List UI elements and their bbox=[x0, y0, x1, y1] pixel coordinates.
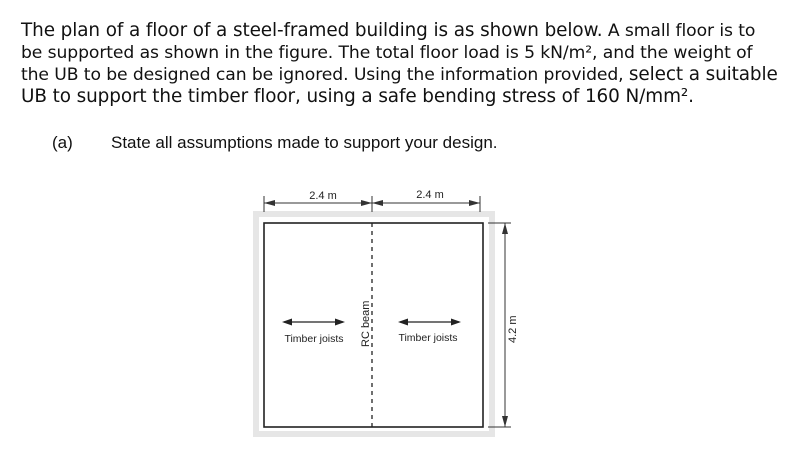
floor-outline bbox=[264, 223, 483, 427]
joist-arrow-left-head-b bbox=[335, 319, 345, 326]
timber-joists-label-left: Timber joists bbox=[284, 333, 344, 345]
joist-arrow-right-head-b bbox=[451, 319, 461, 326]
part-text: State all assumptions made to support your design. bbox=[111, 133, 498, 152]
part-label: (a) bbox=[52, 133, 73, 152]
dim-label-left: 2.4 m bbox=[309, 190, 337, 202]
question-line-3-b: select a suitable bbox=[628, 64, 778, 85]
dim-arrow-left-start bbox=[264, 200, 275, 206]
question-line-2: be supported as shown in the figure. The total floor load is 5 kN/m², and the weight of bbox=[21, 43, 753, 63]
joist-arrow-right-head-a bbox=[398, 319, 408, 326]
height-arrow-top bbox=[502, 223, 508, 234]
rc-beam-label: RC beam bbox=[360, 300, 372, 347]
joist-arrow-left-head-a bbox=[282, 319, 292, 326]
question-line-3-a: the UB to be designed can be ignored. Using the information provided, bbox=[21, 65, 629, 85]
question-line-1-a: The plan of a floor of a steel-framed building is as shown below. bbox=[21, 20, 603, 41]
height-label: 4.2 m bbox=[507, 315, 519, 343]
timber-joists-label-right: Timber joists bbox=[398, 332, 458, 344]
dim-arrow-right-end bbox=[469, 200, 480, 206]
question-line-4: UB to support the timber floor, using a safe bending stress of 160 N/mm². bbox=[21, 86, 694, 107]
dim-arrow-right-start bbox=[372, 200, 383, 206]
dim-arrow-left-end bbox=[361, 200, 372, 206]
question-line-1-b: A small floor is to bbox=[602, 21, 756, 41]
height-arrow-bottom bbox=[502, 416, 508, 427]
dim-label-right: 2.4 m bbox=[416, 189, 444, 201]
